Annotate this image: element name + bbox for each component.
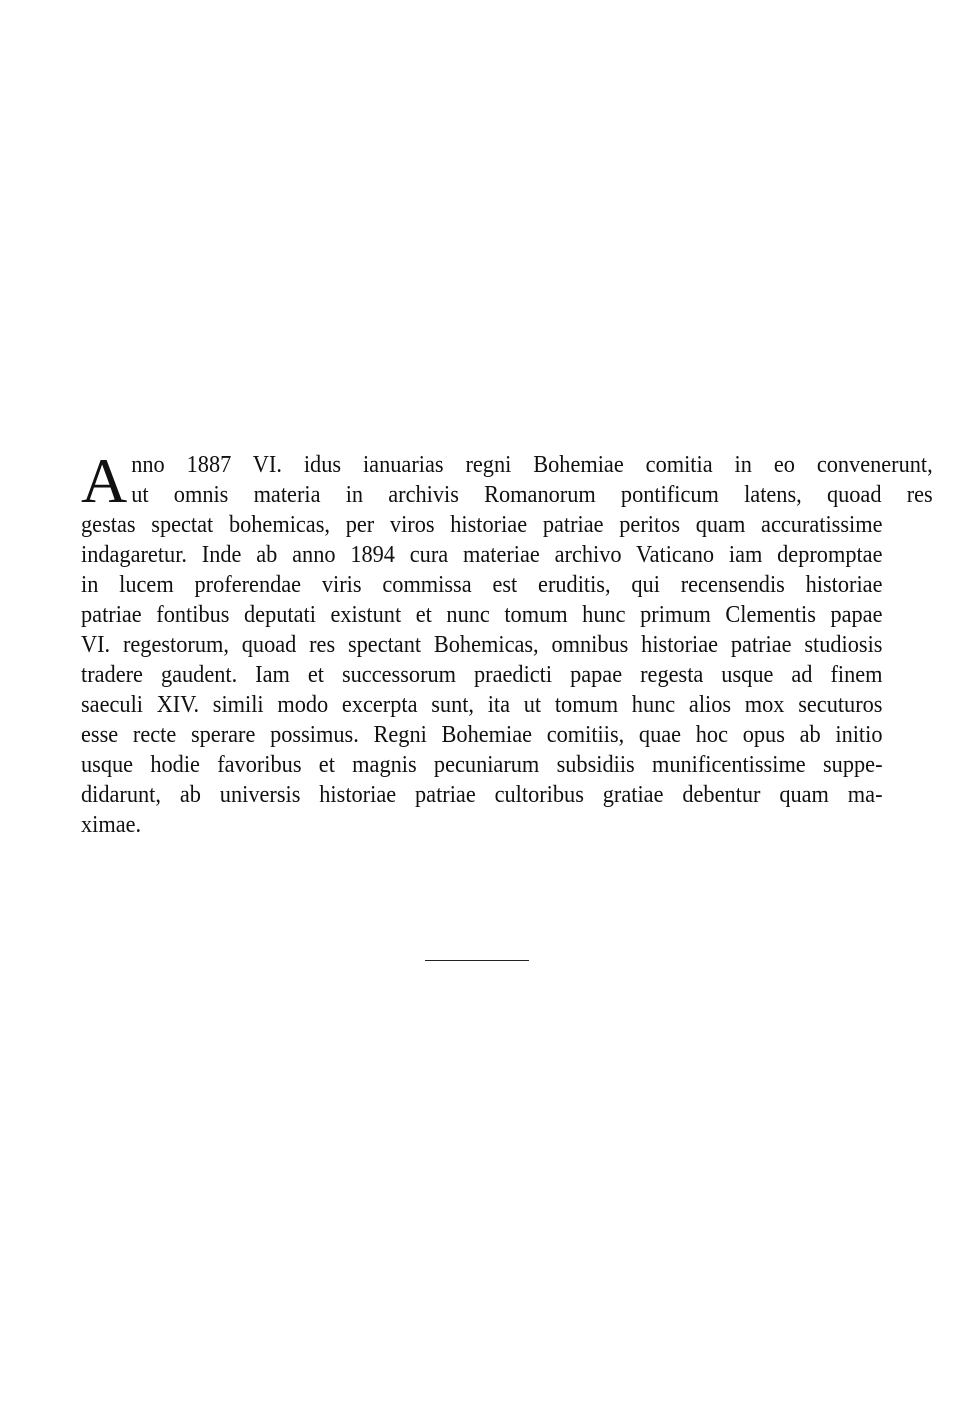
text-line-3: gestas spectat bohemicas, per viros historiae patriae peritos quam accuratissime	[81, 512, 883, 538]
text-line-4: indagaretur. Inde ab anno 1894 cura materiae archivo Vaticano iam depromptae	[81, 542, 883, 568]
text-line-10: esse recte sperare possimus. Regni Bohemiae comitiis, quae hoc opus ab initio	[81, 722, 883, 748]
text-line-1: nno 1887 VI. idus ianuarias regni Bohemiae comitia in eo convenerunt,	[131, 452, 933, 478]
text-line-5: in lucem proferendae viris commissa est eruditis, qui recensendis historiae	[81, 572, 883, 598]
text-line-7: VI. regestorum, quoad res spectant Bohemicas, omnibus historiae patriae studiosis	[81, 632, 883, 658]
text-line-6: patriae fontibus deputati existunt et nunc tomum hunc primum Clementis papae	[81, 602, 883, 628]
text-line-9: saeculi XIV. simili modo excerpta sunt, ita ut tomum hunc alios mox secuturos	[81, 692, 883, 718]
text-line-13: ximae.	[81, 812, 142, 838]
text-line-2: ut omnis materia in archivis Romanorum pontificum latens, quoad res	[131, 482, 933, 508]
text-line-12: didarunt, ab universis historiae patriae cultoribus gratiae debentur quam ma-	[81, 782, 883, 808]
text-line-8: tradere gaudent. Iam et successorum praedicti papae regesta usque ad finem	[81, 662, 883, 688]
separator-rule	[425, 960, 529, 961]
text-line-11: usque hodie favoribus et magnis pecuniarum subsidiis munificentissime suppe-	[81, 752, 883, 778]
preface-paragraph	[81, 445, 933, 840]
drop-cap-initial: A	[81, 445, 128, 516]
